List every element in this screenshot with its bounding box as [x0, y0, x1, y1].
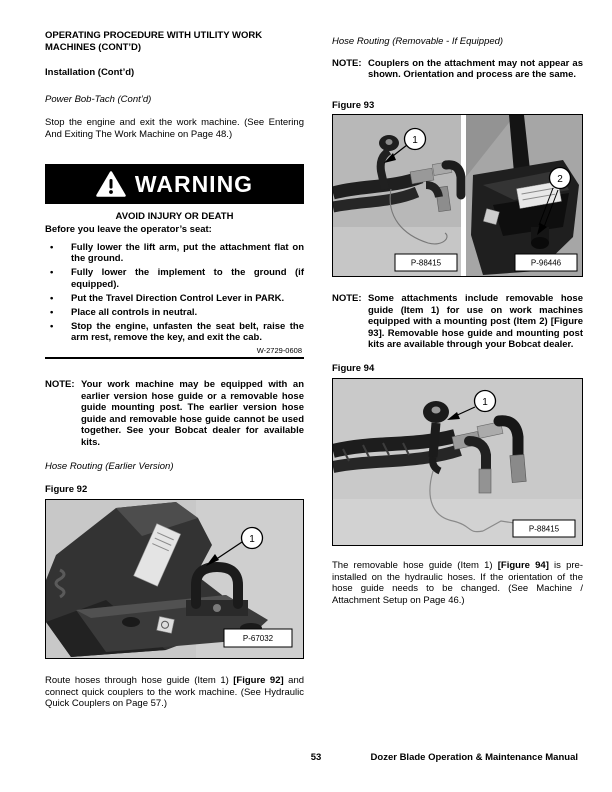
figure94-callout-1: 1 [482, 396, 488, 408]
footer-manual-title: Dozer Blade Operation & Maintenance Manual [370, 752, 578, 763]
warning-triangle-icon [96, 171, 126, 197]
figure92-reference: [Figure 92] [233, 675, 284, 686]
bullet-marker: • [50, 306, 54, 318]
figure92-label: Figure 92 [45, 483, 88, 495]
figure92-photo [45, 499, 304, 659]
note-text: Couplers on the attachment may not appear as shown. Orientation and process are the same. [368, 57, 583, 80]
bullet-marker: • [50, 320, 54, 332]
figure93-photo-id-left: P-88415 [410, 258, 442, 268]
section-heading: OPERATING PROCEDURE WITH UTILITY WORK MACHINES (CONT’D) [45, 30, 263, 53]
hose-routing-removable-heading: Hose Routing (Removable - If Equipped) [332, 36, 504, 47]
figure93-callout-2: 2 [557, 173, 563, 185]
note-couplers [332, 58, 583, 81]
figure93-illustration [333, 115, 582, 276]
right-column [332, 36, 583, 616]
paragraph-part: is pre-installed on the hydraulic hoses. If the orientation of the hose guide needs to be changed. (See Machine / Attachment Setup on Page 46.) [332, 560, 583, 606]
bullet-text: Put the Travel Direction Control Lever in PARK. [71, 292, 285, 304]
note-label: NOTE: [45, 379, 75, 390]
warning-banner [45, 164, 304, 204]
note-text: Some attachments include removable hose guide (Item 1) for use on work machines equipped with a mounting post (Item 2) [Figure 93]. Removable hose guide and mounting post kits are available through your Bobcat dealer. [368, 293, 583, 350]
figure94-illustration [333, 379, 582, 545]
bullet-marker: • [50, 241, 54, 253]
warning-bullet-item [45, 242, 304, 265]
figure93-photo-id-right: P-96446 [530, 258, 562, 268]
warning-bullet-item [45, 307, 304, 319]
hose-routing-earlier-heading: Hose Routing (Earlier Version) [45, 461, 174, 472]
paragraph-part: and connect quick couplers to the work machine. (See Hydraulic Quick Couplers on Page 57.) [45, 675, 305, 709]
power-bobtach-heading: Power Bob-Tach (Cont’d) [45, 93, 152, 105]
note-versions [45, 379, 304, 448]
installation-heading: Installation (Cont’d) [45, 67, 135, 78]
bullet-text: Place all controls in neutral. [71, 306, 198, 318]
figure94-photo [332, 378, 583, 546]
warning-bullet-item [45, 293, 304, 305]
figure92-illustration [46, 500, 303, 658]
warning-bullet-list [45, 242, 304, 344]
figure93-callout-1: 1 [412, 134, 418, 146]
bullet-text: Stop the engine, unfasten the seat belt, raise the arm rest, remove the key, and exit the cab. [71, 320, 304, 343]
figure94-photo-id: P-88415 [528, 524, 560, 534]
warning-intro: Before you leave the operator’s seat: [45, 224, 212, 235]
note-text: Your work machine may be equipped with an earlier version hose guide or a removable hose guide mounting post. The earlier version hose guide and removable hose guide cannot be used together. See your Bobcat dealer for available kits. [81, 379, 304, 448]
warning-bullet-item [45, 321, 304, 344]
footer-page-number: 53 [310, 752, 322, 763]
paragraph-part: Route hoses through hose guide (Item 1) [45, 675, 234, 686]
warning-bullet-item [45, 267, 304, 290]
figure92-photo-id: P-67032 [242, 634, 274, 643]
figure94-reference: [Figure 94] [497, 560, 549, 571]
warning-bottom-rule [45, 357, 304, 359]
note-removable [332, 293, 583, 351]
note-label: NOTE: [332, 293, 362, 304]
warning-block [45, 164, 304, 359]
paragraph-route-hoses [45, 675, 304, 710]
note-label: NOTE: [332, 57, 362, 69]
paragraph-part: The removable hose guide (Item 1) [332, 560, 498, 571]
bullet-marker: • [50, 267, 54, 278]
bullet-marker: • [50, 292, 54, 304]
figure93-photo [332, 114, 583, 277]
paragraph-removable-guide [332, 560, 583, 606]
figure93-label: Figure 93 [332, 99, 375, 111]
warning-banner-label: WARNING [134, 170, 254, 197]
warning-code: W-2729-0608 [256, 346, 302, 355]
left-column [45, 30, 304, 719]
warning-title: AVOID INJURY OR DEATH [115, 211, 234, 222]
paragraph-stop-engine: Stop the engine and exit the work machine. (See Entering And Exiting The Work Machine on Page 48.) [45, 117, 304, 140]
figure92-callout-1: 1 [249, 533, 255, 545]
bullet-text: Fully lower the implement to the ground (if equipped). [71, 267, 304, 290]
figure94-label: Figure 94 [332, 362, 375, 374]
bullet-text: Fully lower the lift arm, put the attachment flat on the ground. [71, 241, 304, 264]
